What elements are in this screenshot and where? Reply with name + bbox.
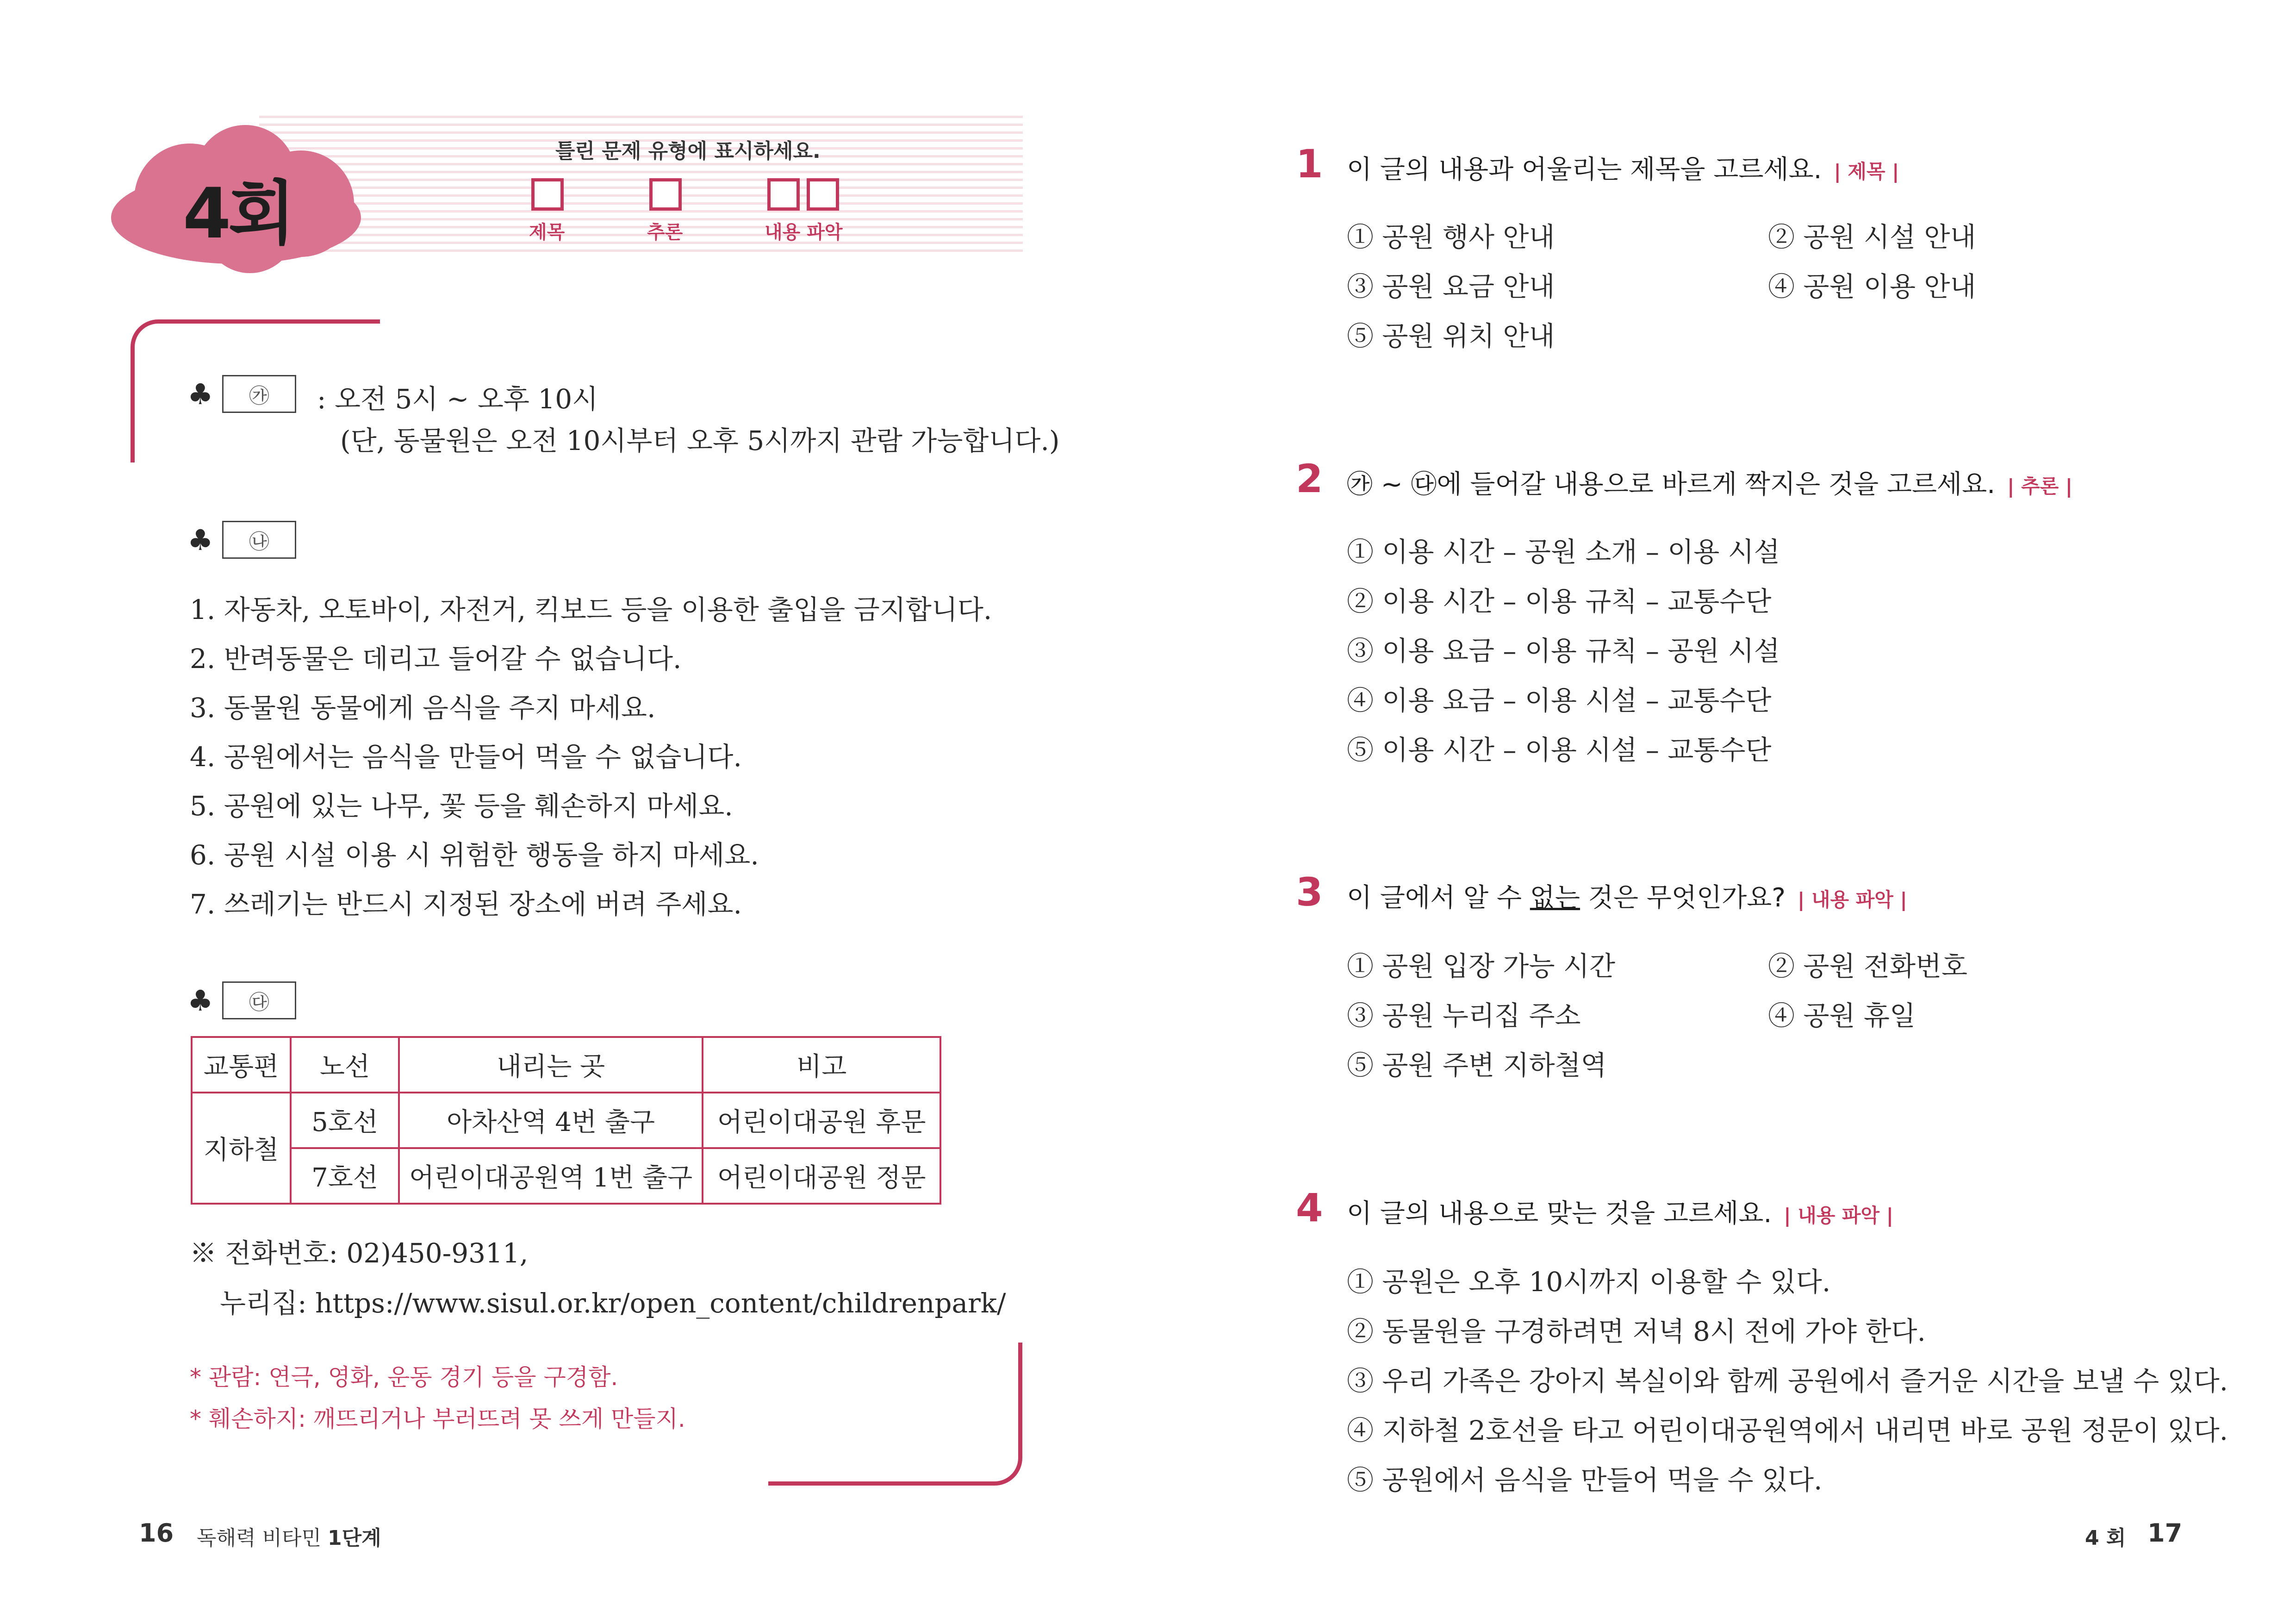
type-prompt: 틀린 문제 유형에 표시하세요. — [555, 139, 821, 163]
question-1-text — [1347, 149, 1899, 186]
question-2-text — [1347, 464, 2072, 501]
table-cell: 7호선 — [291, 1148, 399, 1204]
glossary-note: * 관람: 연극, 영화, 운동 경기 등을 구경함. — [190, 1364, 618, 1391]
option[interactable]: ① 공원은 오후 10시까지 이용할 수 있다. — [1347, 1266, 1831, 1298]
question-3-text — [1347, 877, 1907, 914]
option[interactable]: ③ 우리 가족은 강아지 복실이와 함께 공원에서 즐거운 시간을 보낼 수 있다. — [1347, 1365, 2228, 1397]
question-text-emphasis: 없는 — [1530, 883, 1580, 913]
question-number: 4 — [1296, 1185, 1323, 1230]
question-text: 이 글의 내용으로 맞는 것을 고르세요. — [1347, 1199, 1772, 1229]
option[interactable]: ① 공원 행사 안내 — [1347, 221, 1555, 253]
club-icon: ♣ — [187, 984, 213, 1018]
question-tag: | 제목 | — [1834, 160, 1899, 183]
question-number: 2 — [1296, 456, 1323, 501]
table-row — [192, 1148, 940, 1204]
unit-footer: 4 회 — [2085, 1526, 2126, 1550]
page-number-left: 16 — [139, 1518, 174, 1548]
question-text: 이 글에서 알 수 — [1347, 883, 1530, 913]
rule-item: 5. 공원에 있는 나무, 꽃 등을 훼손하지 마세요. — [190, 790, 733, 822]
option[interactable]: ② 공원 전화번호 — [1768, 950, 1968, 982]
question-text: 이 글의 내용과 어울리는 제목을 고르세요. — [1347, 155, 1822, 185]
checkbox-title[interactable] — [531, 178, 564, 211]
question-tag: | 내용 파악 | — [1797, 888, 1907, 911]
page-number-right: 17 — [2147, 1518, 2183, 1548]
book-level: 1단계 — [328, 1526, 381, 1550]
table-header-cell: 내리는 곳 — [399, 1037, 703, 1093]
contact-website: 누리집: https://www.sisul.or.kr/open_content/childrenpark/ — [220, 1287, 1006, 1319]
glossary-note: * 훼손하지: 깨뜨리거나 부러뜨려 못 쓰게 만들지. — [190, 1405, 685, 1432]
checkbox-comprehension-2[interactable] — [807, 178, 839, 211]
question-4-text — [1347, 1193, 1893, 1230]
table-cell-mode: 지하철 — [192, 1093, 291, 1204]
table-cell: 아차산역 4번 출구 — [399, 1093, 703, 1148]
option[interactable]: ④ 공원 휴일 — [1768, 1000, 1916, 1031]
option[interactable]: ③ 이용 요금 – 이용 규칙 – 공원 시설 — [1347, 635, 1780, 667]
club-icon: ♣ — [187, 523, 213, 557]
book-title-text: 독해력 비타민 — [197, 1526, 328, 1550]
option[interactable]: ⑤ 공원 주변 지하철역 — [1347, 1049, 1607, 1081]
table-header-cell: 비고 — [703, 1037, 940, 1093]
rule-item: 4. 공원에서는 음식을 만들어 먹을 수 없습니다. — [190, 741, 742, 773]
rule-item: 7. 쓰레기는 반드시 지정된 장소에 버려 주세요. — [190, 888, 742, 920]
rule-item: 2. 반려동물은 데리고 들어갈 수 없습니다. — [190, 643, 682, 675]
checkbox-comprehension-1[interactable] — [767, 178, 800, 211]
option[interactable]: ④ 이용 요금 – 이용 시설 – 교통수단 — [1347, 685, 1772, 716]
rule-item: 6. 공원 시설 이용 시 위험한 행동을 하지 마세요. — [190, 839, 759, 871]
question-tag: | 내용 파악 | — [1784, 1204, 1894, 1227]
option[interactable]: ④ 지하철 2호선을 타고 어린이대공원역에서 내리면 바로 공원 정문이 있다. — [1347, 1415, 2228, 1446]
club-icon: ♣ — [187, 377, 213, 411]
table-header-cell: 노선 — [291, 1037, 399, 1093]
section-a-note: (단, 동물원은 오전 10시부터 오후 5시까지 관람 가능합니다.) — [340, 425, 1060, 456]
option[interactable]: ② 동물원을 구경하려면 저녁 8시 전에 가야 한다. — [1347, 1316, 1926, 1347]
question-text: 것은 무엇인가요? — [1580, 883, 1786, 913]
option[interactable]: ⑤ 공원 위치 안내 — [1347, 320, 1555, 352]
table-cell: 어린이대공원 후문 — [703, 1093, 940, 1148]
option[interactable]: ① 이용 시간 – 공원 소개 – 이용 시설 — [1347, 536, 1780, 568]
option[interactable]: ③ 공원 누리집 주소 — [1347, 1000, 1581, 1031]
option[interactable]: ② 이용 시간 – 이용 규칙 – 교통수단 — [1347, 586, 1772, 617]
question-number: 3 — [1296, 869, 1323, 915]
table-cell: 5호선 — [291, 1093, 399, 1148]
section-a-hours: : 오전 5시 ~ 오후 10시 — [317, 383, 598, 415]
checkbox-inference[interactable] — [649, 178, 682, 211]
section-b-label: ㉯ — [222, 521, 296, 559]
checkbox-comprehension-label: 내용 파악 — [765, 222, 843, 243]
question-tag: | 추론 | — [2007, 475, 2073, 498]
option[interactable]: ② 공원 시설 안내 — [1768, 221, 1976, 253]
option[interactable]: ① 공원 입장 가능 시간 — [1347, 950, 1615, 982]
book-title — [197, 1521, 381, 1551]
option[interactable]: ⑤ 공원에서 음식을 만들어 먹을 수 있다. — [1347, 1464, 1823, 1496]
rule-item: 3. 동물원 동물에게 음식을 주지 마세요. — [190, 692, 656, 724]
unit-label: 4회 — [183, 174, 293, 254]
table-header-cell: 교통편 — [192, 1037, 291, 1093]
table-row — [192, 1093, 940, 1148]
section-a-label: ㉮ — [222, 375, 296, 413]
passage-frame-bottom — [768, 1343, 1022, 1486]
transport-table — [191, 1036, 941, 1205]
table-header-row — [192, 1037, 940, 1093]
option[interactable]: ④ 공원 이용 안내 — [1768, 271, 1976, 302]
section-c-label: ㉰ — [222, 981, 296, 1019]
table-cell: 어린이대공원역 1번 출구 — [399, 1148, 703, 1204]
checkbox-inference-label: 추론 — [647, 222, 683, 243]
option[interactable]: ⑤ 이용 시간 – 이용 시설 – 교통수단 — [1347, 734, 1772, 766]
table-cell: 어린이대공원 정문 — [703, 1148, 940, 1204]
option[interactable]: ③ 공원 요금 안내 — [1347, 271, 1555, 302]
contact-phone: ※ 전화번호: 02)450-9311, — [190, 1237, 529, 1269]
rule-item: 1. 자동차, 오토바이, 자전거, 킥보드 등을 이용한 출입을 금지합니다. — [190, 594, 992, 625]
question-number: 1 — [1296, 141, 1323, 187]
checkbox-title-label: 제목 — [529, 222, 565, 243]
question-text: ㉮ ~ ㉰에 들어갈 내용으로 바르게 짝지은 것을 고르세요. — [1347, 469, 1996, 500]
